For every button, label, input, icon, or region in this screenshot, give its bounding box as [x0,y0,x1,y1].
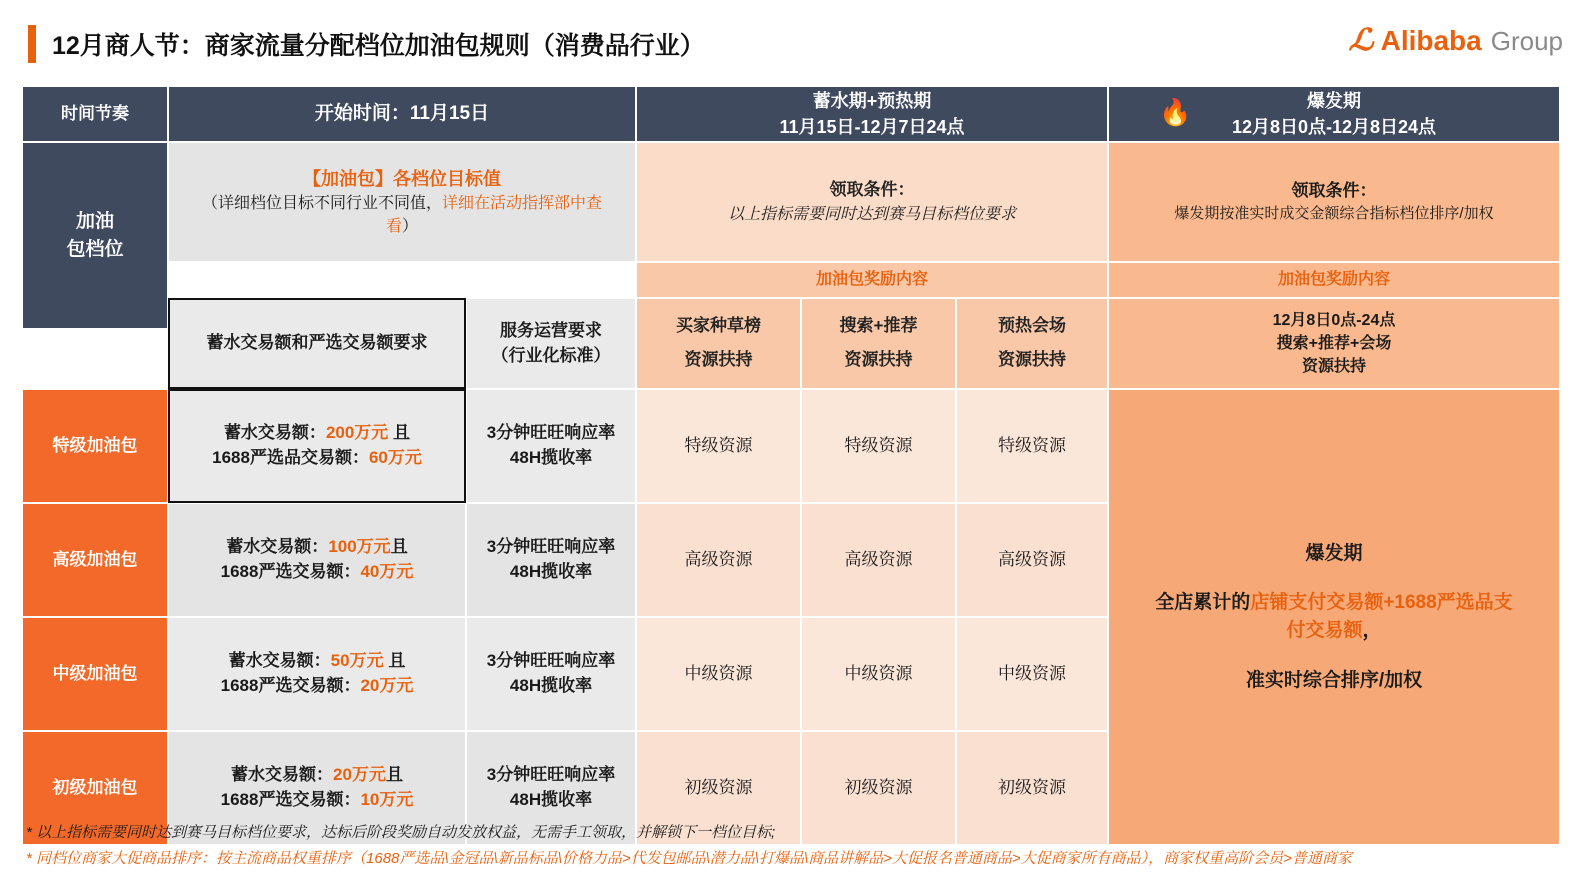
row-tier-label-1: 特级加油包 [22,389,168,503]
col-header-buyer-list: 买家种草榜 资源扶持 [636,298,801,389]
row-service-1: 3分钟旺旺响应率 48H揽收率 [466,389,636,503]
title-accent-bar [28,25,36,63]
burst-condition-box [1108,142,1560,262]
burst-condition-text: 爆发期按准实时成交金额综合指标档位排序/加权 [1174,205,1494,223]
footnote-1: * 以上指标需要同时达到赛马目标档位要求，达标后阶段奖励自动发放权益，无需手工领取，并解锁下一档位目标; [26,824,776,841]
burst-period-detail [1108,389,1560,845]
row-buyer-list-2: 高级资源 [636,503,801,617]
req-label-1b: 1688严选品交易额： [212,448,369,467]
row-tier-label-3: 中级加油包 [22,617,168,731]
req-label-4a: 蓄水交易额： [231,765,334,785]
req-value-3b: 20万元 [360,676,414,695]
burst-detail-highlight-1: 店铺支付交易额+1688严选品支 [1250,592,1513,614]
target-box-desc-before: （详细档位目标不同行业不同值， [201,194,442,212]
preheat-condition-title: 领取条件： [829,180,915,200]
req-value-2a: 100万元 [328,537,391,557]
burst-detail-prefix: 全店累计的 [1155,592,1251,614]
row-venue-3: 中级资源 [956,617,1108,731]
row-search-3: 中级资源 [801,617,956,731]
burst-detail-line3 [1286,617,1381,645]
row-tier-label-2: 高级加油包 [22,503,168,617]
footnote-2: * 同档位商家大促商品排序：按主流商品权重排序（1688严选品\金冠品\新品标品\价格力品>代发包邮品\潜力品\打爆品\商品讲解品>大促报名普通商品>大促商家所有商品），商家权重高阶会员>普通商家 [26,850,1352,868]
row-search-4: 初级资源 [801,731,956,845]
target-box-desc-after: ） [402,218,419,236]
req-value-2b: 40万元 [360,562,414,581]
req-suffix-1a: 且 [388,423,411,443]
target-box-link[interactable]: 详细在活动指挥部中查看 [385,194,603,236]
burst-detail-title: 爆发期 [1305,542,1363,564]
req-value-4b: 10万元 [360,790,414,809]
rules-table [22,86,1560,808]
target-box-desc [179,192,625,238]
req-value-1a: 200万元 [325,423,389,443]
row-service-4: 3分钟旺旺响应率 48H揽收率 [466,731,636,845]
col-header-transaction-requirement: 蓄水交易额和严选交易额要求 [168,298,466,389]
header-phase-start: 开始时间：11月15日 [168,86,636,142]
req-value-3a: 50万元 [330,651,384,671]
row-requirement-1 [168,389,466,503]
page-header [0,18,1581,70]
row-venue-4: 初级资源 [956,731,1108,845]
page-title: 12月商人节：商家流量分配档位加油包规则（消费品行业） [52,32,705,60]
row-requirement-3 [168,617,466,731]
row-venue-1: 特级资源 [956,389,1108,503]
burst-detail-highlight-2: 付交易额 [1286,620,1363,641]
row-buyer-list-3: 中级资源 [636,617,801,731]
burst-condition-title: 领取条件： [1291,180,1377,200]
req-label-2b: 1688严选交易额： [220,562,361,581]
reward-banner-preheat: 加油包奖励内容 [636,262,1108,298]
row-search-2: 高级资源 [801,503,956,617]
header-phase-preheat: 蓄水期+预热期 11月15日-12月7日24点 [636,86,1108,142]
row-tier-label-4: 初级加油包 [22,731,168,845]
row-service-2: 3分钟旺旺响应率 48H揽收率 [466,503,636,617]
alibaba-logo-suffix: Group [1490,26,1563,56]
burst-detail-line4: 准实时综合排序/加权 [1245,669,1423,691]
footnotes [26,820,1556,873]
req-label-4b: 1688严选交易额： [220,790,361,809]
header-time-rhythm: 时间节奏 [22,86,168,142]
reward-banner-burst: 加油包奖励内容 [1108,262,1560,298]
row-search-1: 特级资源 [801,389,956,503]
req-suffix-3a: 且 [383,651,406,671]
req-value-4a: 20万元 [333,765,386,785]
burst-detail-comma: ， [1362,620,1382,641]
col-header-preheat-venue: 预热会场 资源扶持 [956,298,1108,389]
flame-icon: 🔥 [1159,97,1192,127]
col-header-service-requirement: 服务运营要求 （行业化标准） [466,298,636,389]
row-requirement-2 [168,503,466,617]
alibaba-logo-text: Alibaba [1380,25,1482,56]
row-service-3: 3分钟旺旺响应率 48H揽收率 [466,617,636,731]
header-phase-burst: 🔥 爆发期 12月8日0点-12月8日24点 [1108,86,1560,142]
header-tier-label: 加油 包档位 [22,142,168,329]
target-box-title: 【加油包】各档位目标值 [303,168,501,189]
alibaba-group-logo [1350,26,1563,56]
row-buyer-list-4: 初级资源 [636,731,801,845]
col-header-burst-resources: 12月8日0点-24点 搜索+推荐+会场 资源扶持 [1108,298,1560,389]
req-label-3b: 1688严选交易额： [220,676,361,695]
req-suffix-2a: 且 [390,537,408,557]
alibaba-logo-mark: ℒ [1348,24,1374,57]
row-venue-2: 高级资源 [956,503,1108,617]
req-value-1b: 60万元 [368,448,422,467]
preheat-condition-text: 以上指标需要同时达到赛马目标档位要求 [727,205,1016,223]
req-label-2a: 蓄水交易额： [226,537,329,557]
target-value-box [168,142,636,262]
burst-detail-line2 [1155,589,1512,617]
row-buyer-list-1: 特级资源 [636,389,801,503]
req-suffix-4a: 且 [385,765,403,785]
preheat-condition-box [636,142,1108,262]
req-label-3a: 蓄水交易额： [228,651,331,671]
col-header-search-recommend: 搜索+推荐 资源扶持 [801,298,956,389]
req-label-1a: 蓄水交易额： [223,423,326,443]
